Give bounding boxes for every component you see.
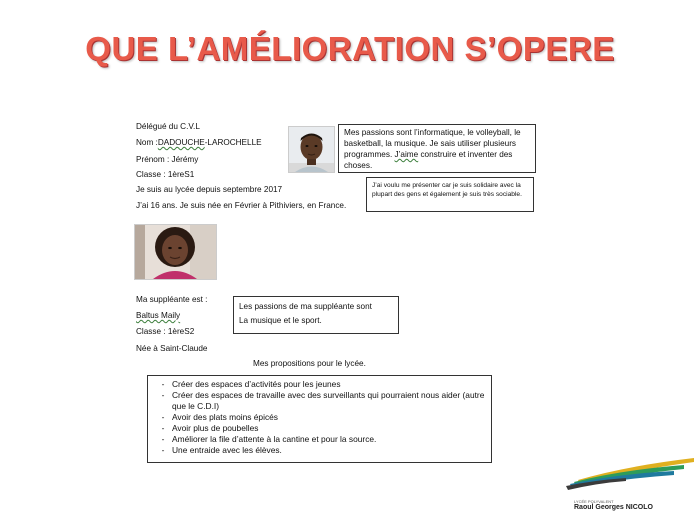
propositions-heading: Mes propositions pour le lycée. bbox=[253, 359, 366, 368]
suppleante-nee: Née à Saint-Claude bbox=[136, 344, 208, 353]
passions-text: Mes passions sont l’informatique, le volleyball, le basketball, la musique. Je sais utiliser plusieurs programmes. bbox=[344, 128, 521, 159]
logo-name: Raoul Georges NICOLO bbox=[574, 504, 653, 511]
delegue-prenom: Prénom : Jérémy bbox=[136, 155, 199, 164]
proposition-item: - Créer des espaces d’activités pour les jeunes bbox=[161, 379, 341, 389]
nom-underlined: DADOUCHE bbox=[157, 138, 205, 147]
proposition-item: - Une entraide avec les élèves. bbox=[161, 445, 282, 455]
proposition-item: - Améliorer la file d’attente à la cantine et pour la source. bbox=[161, 434, 377, 444]
suppleante-label: Ma suppléante est : bbox=[136, 295, 208, 304]
delegue-age: J’ai 16 ans. Je suis née en Février à Pithiviers, en France. bbox=[136, 201, 347, 210]
passions-text-end: construire et inventer des choses. bbox=[344, 150, 513, 170]
proposition-item: - Avoir plus de poubelles bbox=[161, 423, 259, 433]
suppleante-passions-line1: Les passions de ma suppléante sont bbox=[239, 302, 372, 311]
delegue-lycee: Je suis au lycée depuis septembre 2017 bbox=[136, 185, 283, 194]
proposition-item: - Créer des espaces de travaille avec des surveillants qui pourraient nous aider (autre que le C.D.I) bbox=[161, 390, 485, 411]
delegue-role: Délégué du C.V.L bbox=[136, 122, 200, 131]
logo-small-text: LYCÉE POLYVALENT bbox=[574, 499, 614, 504]
nom-prefix: Nom : bbox=[136, 138, 158, 147]
suppleante-passions-line2: La musique et le sport. bbox=[239, 316, 322, 325]
delegue-nom bbox=[136, 138, 262, 147]
suppleante-classe: Classe : 1èreS2 bbox=[136, 327, 195, 336]
slide-title: QUE L’AMÉLIORATION S’OPERE bbox=[85, 30, 615, 67]
suppleante-name bbox=[136, 311, 180, 320]
nom-suffix: -LAROCHELLE bbox=[204, 138, 262, 147]
suppleante-passions-box bbox=[233, 296, 399, 334]
passions-box bbox=[338, 124, 536, 173]
delegue-photo bbox=[288, 126, 335, 173]
suppleante-photo bbox=[134, 224, 217, 280]
passions-underlined: J’aime bbox=[394, 150, 419, 159]
solidaire-box: J’ai voulu me présenter car je suis solidaire avec la plupart des gens et également je suis très sociable. bbox=[366, 177, 534, 212]
school-logo bbox=[566, 456, 696, 514]
propositions-box bbox=[147, 375, 492, 463]
proposition-item: - Avoir des plats moins épicés bbox=[161, 412, 278, 422]
logo-swooshes-icon bbox=[566, 456, 696, 490]
delegue-classe: Classe : 1èreS1 bbox=[136, 170, 195, 179]
suppleante-name-text: Baltus Maily bbox=[136, 311, 181, 320]
